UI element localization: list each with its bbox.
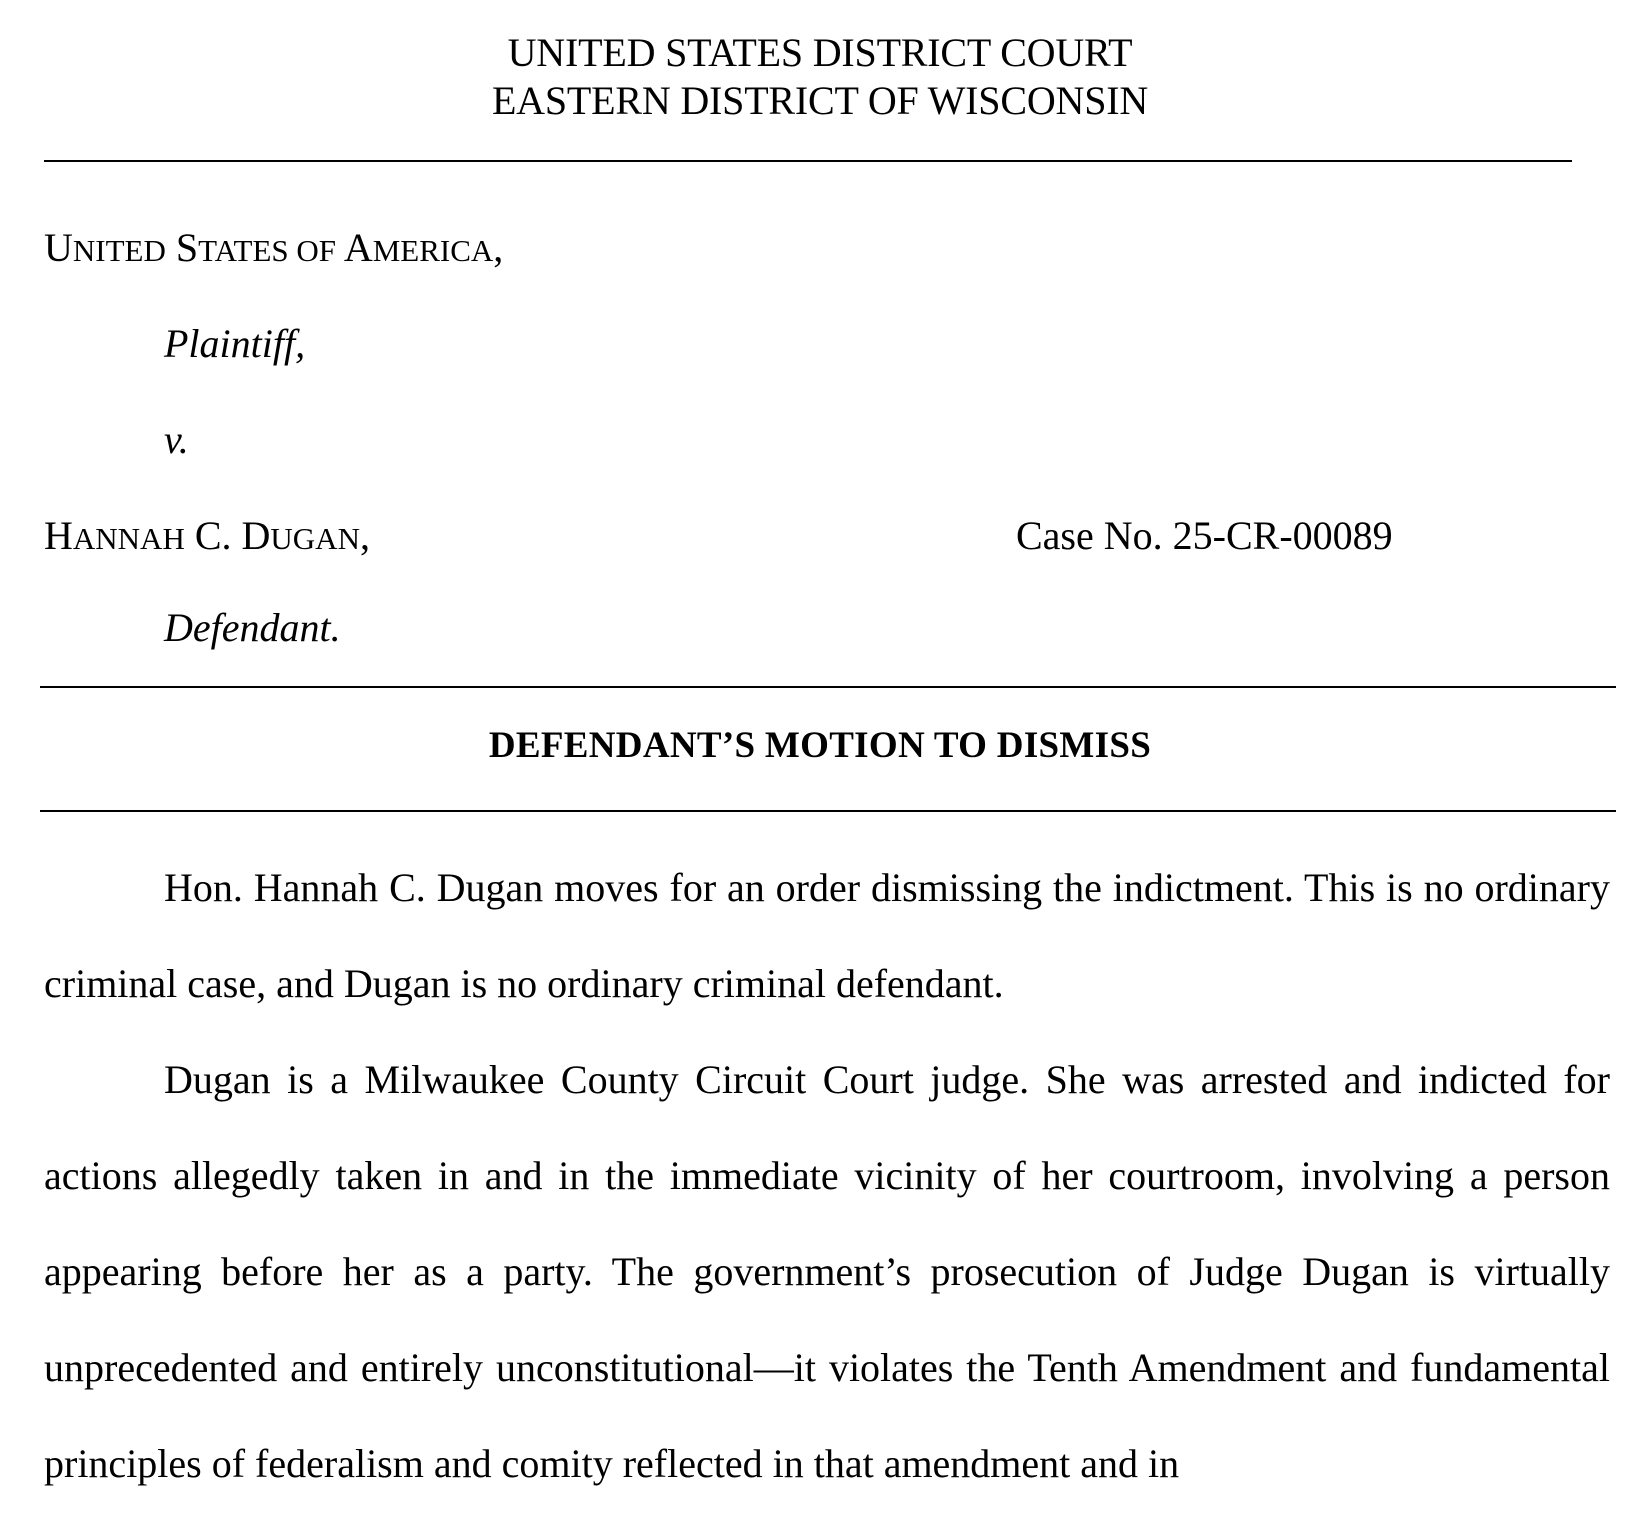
plaintiff-name-part: A	[343, 225, 373, 270]
case-number: Case No. 25-CR-00089	[1016, 513, 1393, 558]
court-district-line: EASTERN DISTRICT OF WISCONSIN	[491, 78, 1149, 123]
plaintiff-name-part: S	[175, 225, 199, 270]
defendant-name	[44, 512, 370, 563]
plaintiff-name-part: MERICA	[372, 233, 494, 268]
paragraph-text: Dugan is a Milwaukee County Circuit Court judge. She was arrested and indicted for actions allegedly taken in and in the immediate vicinity of her courtroom, involving a person appearing before her as a party. The government’s prosecution of Judge Dugan is virtually unprecedented and entirely unconstitutional—it violates the Tenth Amendment and fundamental principles of federalism and comity reflected in that amendment and in	[44, 1057, 1610, 1486]
defendant-role: Defendant.	[164, 605, 341, 650]
versus-label: v.	[164, 417, 189, 462]
body-paragraph-1	[44, 840, 1610, 1032]
court-name-line: UNITED STATES DISTRICT COURT	[507, 30, 1133, 75]
plaintiff-name-part: U	[44, 225, 73, 270]
plaintiff-name-part: NITED	[72, 233, 166, 268]
motion-title: DEFENDANT’S MOTION TO DISMISS	[488, 725, 1152, 766]
plaintiff-name-part: ,	[493, 225, 504, 270]
body-paragraph-2	[44, 1032, 1610, 1512]
title-bottom-rule	[40, 810, 1616, 812]
plaintiff-role: Plaintiff,	[164, 321, 306, 366]
defendant-name-part: D	[241, 513, 271, 558]
title-top-rule	[40, 686, 1616, 688]
caption-top-rule	[44, 160, 1572, 162]
defendant-name-part: ANNAH	[72, 521, 185, 556]
paragraph-text: Hon. Hannah C. Dugan moves for an order dismissing the indictment. This is no ordinary criminal case, and Dugan is no ordinary criminal defendant.	[44, 865, 1610, 1006]
defendant-name-part: H	[44, 513, 73, 558]
defendant-name-part: UGAN	[270, 521, 360, 556]
plaintiff-name-part: TATES OF	[198, 233, 337, 268]
defendant-name-part: C.	[194, 513, 232, 558]
defendant-name-part: ,	[359, 513, 370, 558]
plaintiff-name	[44, 224, 503, 275]
